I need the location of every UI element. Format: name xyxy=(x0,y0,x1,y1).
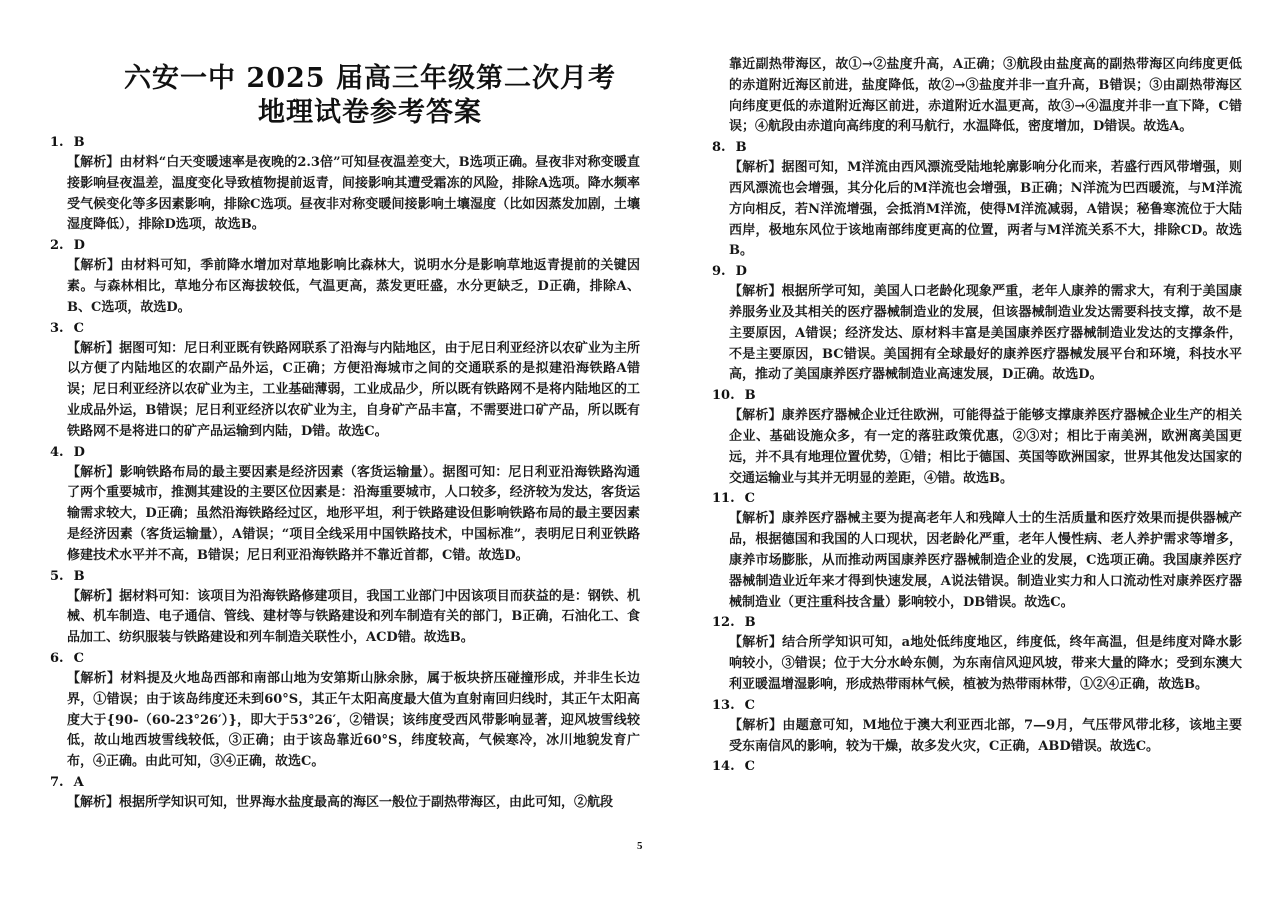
answer-letter: C xyxy=(73,320,84,336)
answer-letter: C xyxy=(73,650,84,666)
answer-letter: A xyxy=(73,774,84,790)
question-14 xyxy=(712,757,1242,777)
question-13 xyxy=(712,696,1242,758)
answer-letter: D xyxy=(735,264,747,280)
answer-letter: B xyxy=(735,140,747,156)
answer-letter: C xyxy=(744,759,755,775)
answer-letter: B xyxy=(73,568,85,584)
analysis-text: 【解析】结合所学知识可知，a地处低纬度地区，纬度低，终年高温，但是纬度对降水影响较小，③错误；位于大分水岭东侧，为东南信风迎风坡，带来大量的降水；受到东澳大利亚暖温增湿影响，形成热带雨林气候，植被为热带雨林带，①②④正确，故选B。 xyxy=(729,635,1242,692)
question-number: 1. B xyxy=(50,135,85,150)
question-2 xyxy=(50,236,640,318)
question-number: 2. D xyxy=(50,238,85,254)
answer-letter: C xyxy=(744,697,755,713)
question-1 xyxy=(50,133,640,236)
question-6 xyxy=(50,649,640,773)
analysis-text: 【解析】影响铁路布局的最主要因素是经济因素（客货运输量）。据图可知：尼日利亚沿海铁路沟通了两个重要城市，推测其建设的主要区位因素是：沿海重要城市，人口较多，经济较为发达，客货运输需求较大，D正确；虽然沿海铁路经过区，地形平坦，利于铁路建设但影响铁路布局的最主要因素是经济因素（客货运输量），A错误；“项目全线采用中国铁路技术，中国标准”，表明尼日利亚铁路修建技术水平并不高，B错误；尼日利亚沿海铁路并不靠近首都，C错。故选D。 xyxy=(67,464,640,563)
analysis-text: 【解析】康养医疗器械主要为提高老年人和残障人士的生活质量和医疗效果而提供器械产品，根据德国和我国的人口现状，因老龄化严重，老年人慢性病、老人养护需求等增多，康养市场膨胀，从而推动两国康养医疗器械制造企业的发展，C选项正确。我国康养医疗器械制造业近年来才得到快速发展，A说法错误。制造业实力和人口流动性对康养医疗器械制造业（更注重科技含量）影响较小，DB错误。故选C。 xyxy=(729,511,1242,610)
analysis-text: 【解析】由材料“白天变暖速率是夜晚的2.3倍”可知昼夜温差变大，B选项正确。昼夜非对称变暖直接影响昼夜温差，温度变化导致植物提前返青，间接影响其遭受霜冻的风险，排除A选项。降水频率受气候变化等多因素影响，排除C选项。昼夜非对称变暖间接影响土壤湿度（比如因蒸发加剧，土壤湿度降低），排除D选项，故选B。 xyxy=(67,155,640,233)
analysis-text: 【解析】材料提及火地岛西部和南部山地为安第斯山脉余脉，属于板块挤压碰撞形成，并非生长边界，①错误；由于该岛纬度还未到60°S，其正午太阳高度最大值为直射南回归线时，其正午太阳高度大于{90-（60-23°26′）}，即大于53°26′，②错误；该纬度受西风带影响显著，迎风坡雪线较低，故山地西坡雪线较低，③正确；由于该岛靠近60°S，纬度较高，气候寒冷，冰川地貌发育广布，④正确。由此可知，③④正确，故选C。 xyxy=(67,670,640,770)
answer-letter: D xyxy=(73,238,85,254)
question-number: 4. D xyxy=(50,444,85,460)
analysis-text: 【解析】由题意可知，M地位于澳大利亚西北部，7—9月，气压带风带北移，该地主要受东南信风的影响，较为干燥，故多发火灾，C正确，ABD错误。故选C。 xyxy=(729,717,1242,754)
question-8 xyxy=(712,138,1242,262)
answer-letter: B xyxy=(744,388,756,404)
question-5 xyxy=(50,567,640,649)
analysis-text: 【解析】根据所学可知，美国人口老龄化现象严重，老年人康养的需求大，有利于美国康养服务业及其相关的医疗器械制造业的发展，但该器械制造业发达需要科技支撑，故不是主要原因，A错误；经济发达、原材料丰富是美国康养医疗器械制造业发达的支撑条件，不是主要原因，BC错误。美国拥有全球最好的康养医疗器械发展平台和环境，科技水平高，推动了美国康养医疗器械制造业高速发展，D正确。故选D。 xyxy=(729,284,1242,383)
question-number: 13. C xyxy=(712,697,755,713)
question-4 xyxy=(50,443,640,567)
answer-letter: B xyxy=(744,615,756,631)
question-number: 6. C xyxy=(50,650,84,666)
question-number: 10. B xyxy=(712,388,756,404)
answer-letter: B xyxy=(73,135,85,150)
analysis-text: 【解析】由材料可知，季前降水增加对草地影响比森林大，说明水分是影响草地返青提前的关键因素。与森林相比，草地分布区海拔较低，气温更高，蒸发更旺盛，水分更缺乏，D正确，排除A、B、C选项，故选D。 xyxy=(67,258,640,315)
question-3 xyxy=(50,319,640,443)
question-11 xyxy=(712,489,1242,613)
question-number: 5. B xyxy=(50,568,85,584)
question-9 xyxy=(712,262,1242,386)
left-column xyxy=(50,0,640,840)
answer-letter: C xyxy=(744,491,755,507)
question-number: 9. D xyxy=(712,264,747,280)
analysis-text: 【解析】根据所学知识可知，世界海水盐度最高的海区一般位于副热带海区，由此可知，②航段 xyxy=(67,794,614,810)
question-number: 8. B xyxy=(712,140,747,156)
analysis-text: 【解析】据材料可知：该项目为沿海铁路修建项目，我国工业部门中因该项目而获益的是：钢铁、机械、机车制造、电子通信、管线、建材等与铁路建设和列车制造有关的部门，B正确，石油化工、食品加工、纺织服装与铁路建设和列车制造关联性小，ACD错。故选B。 xyxy=(67,588,640,646)
page-title: 六安一中 2025 届高三年级第二次月考 xyxy=(124,63,616,94)
question-number: 7. A xyxy=(50,774,84,790)
question-number: 11. C xyxy=(712,491,755,507)
page-subtitle: 地理试卷参考答案 xyxy=(258,97,482,128)
question-10 xyxy=(712,386,1242,489)
question-number: 12. B xyxy=(712,615,756,631)
question-number: 14. C xyxy=(712,759,755,775)
analysis-text-continued: 靠近副热带海区，故①→②盐度升高，A正确；③航段由盐度高的副热带海区向纬度更低的赤道附近海区前进，盐度降低，故②→③盐度并非一直升高，B错误；③由副热带海区向纬度更低的赤道附近海区前进，赤道附近水温更高，故③→④温度并非一直下降，C错误；④航段由赤道向高纬度的利马航行，水温降低，密度增加，D错误。故选A。 xyxy=(729,57,1242,135)
analysis-text: 【解析】据图可知：尼日利亚既有铁路网联系了沿海与内陆地区，由于尼日利亚经济以农矿业为主所以方便了内陆地区的农副产品外运，C正确；方便沿海城市之间的交通联系的是拟建沿海铁路A错误；尼日利亚经济以农矿业为主，工业基础薄弱，工业成品少，所以既有铁路网不是将内陆地区的工业成品外运，B错误；尼日利亚经济以农矿业为主，自身矿产品丰富，不需要进口矿产品，所以既有铁路网不是将进口的矿产品运输到内陆，D错。故选C。 xyxy=(67,340,640,439)
right-column xyxy=(712,0,1242,840)
question-7 xyxy=(50,773,640,814)
analysis-text: 【解析】据图可知，M洋流由西风漂流受陆地轮廓影响分化而来，若盛行西风带增强，则西风漂流也会增强，其分化后的M洋流也会增强，B正确；N洋流为巴西暖流，与M洋流方向相反，若N洋流增强，会抵消M洋流，使得M洋流减弱，A错误；秘鲁寒流位于大陆西岸，极地东风位于该地南部纬度更高的位置，两者与M洋流关系不大，排除CD。故选B。 xyxy=(729,160,1242,259)
answer-letter: D xyxy=(73,444,85,460)
question-12 xyxy=(712,613,1242,695)
page-number: 5 xyxy=(637,840,643,852)
analysis-text: 【解析】康养医疗器械企业迁往欧洲，可能得益于能够支撑康养医疗器械企业生产的相关企业、基础设施众多，有一定的落驻政策优惠，②③对；相比于南美洲，欧洲离美国更远，并不具有地理位置优势，①错；相比于德国、英国等欧洲国家，世界其他发达国家的交通运输业与其并无明显的差距，④错。故选B。 xyxy=(729,408,1242,486)
question-number: 3. C xyxy=(50,320,84,336)
